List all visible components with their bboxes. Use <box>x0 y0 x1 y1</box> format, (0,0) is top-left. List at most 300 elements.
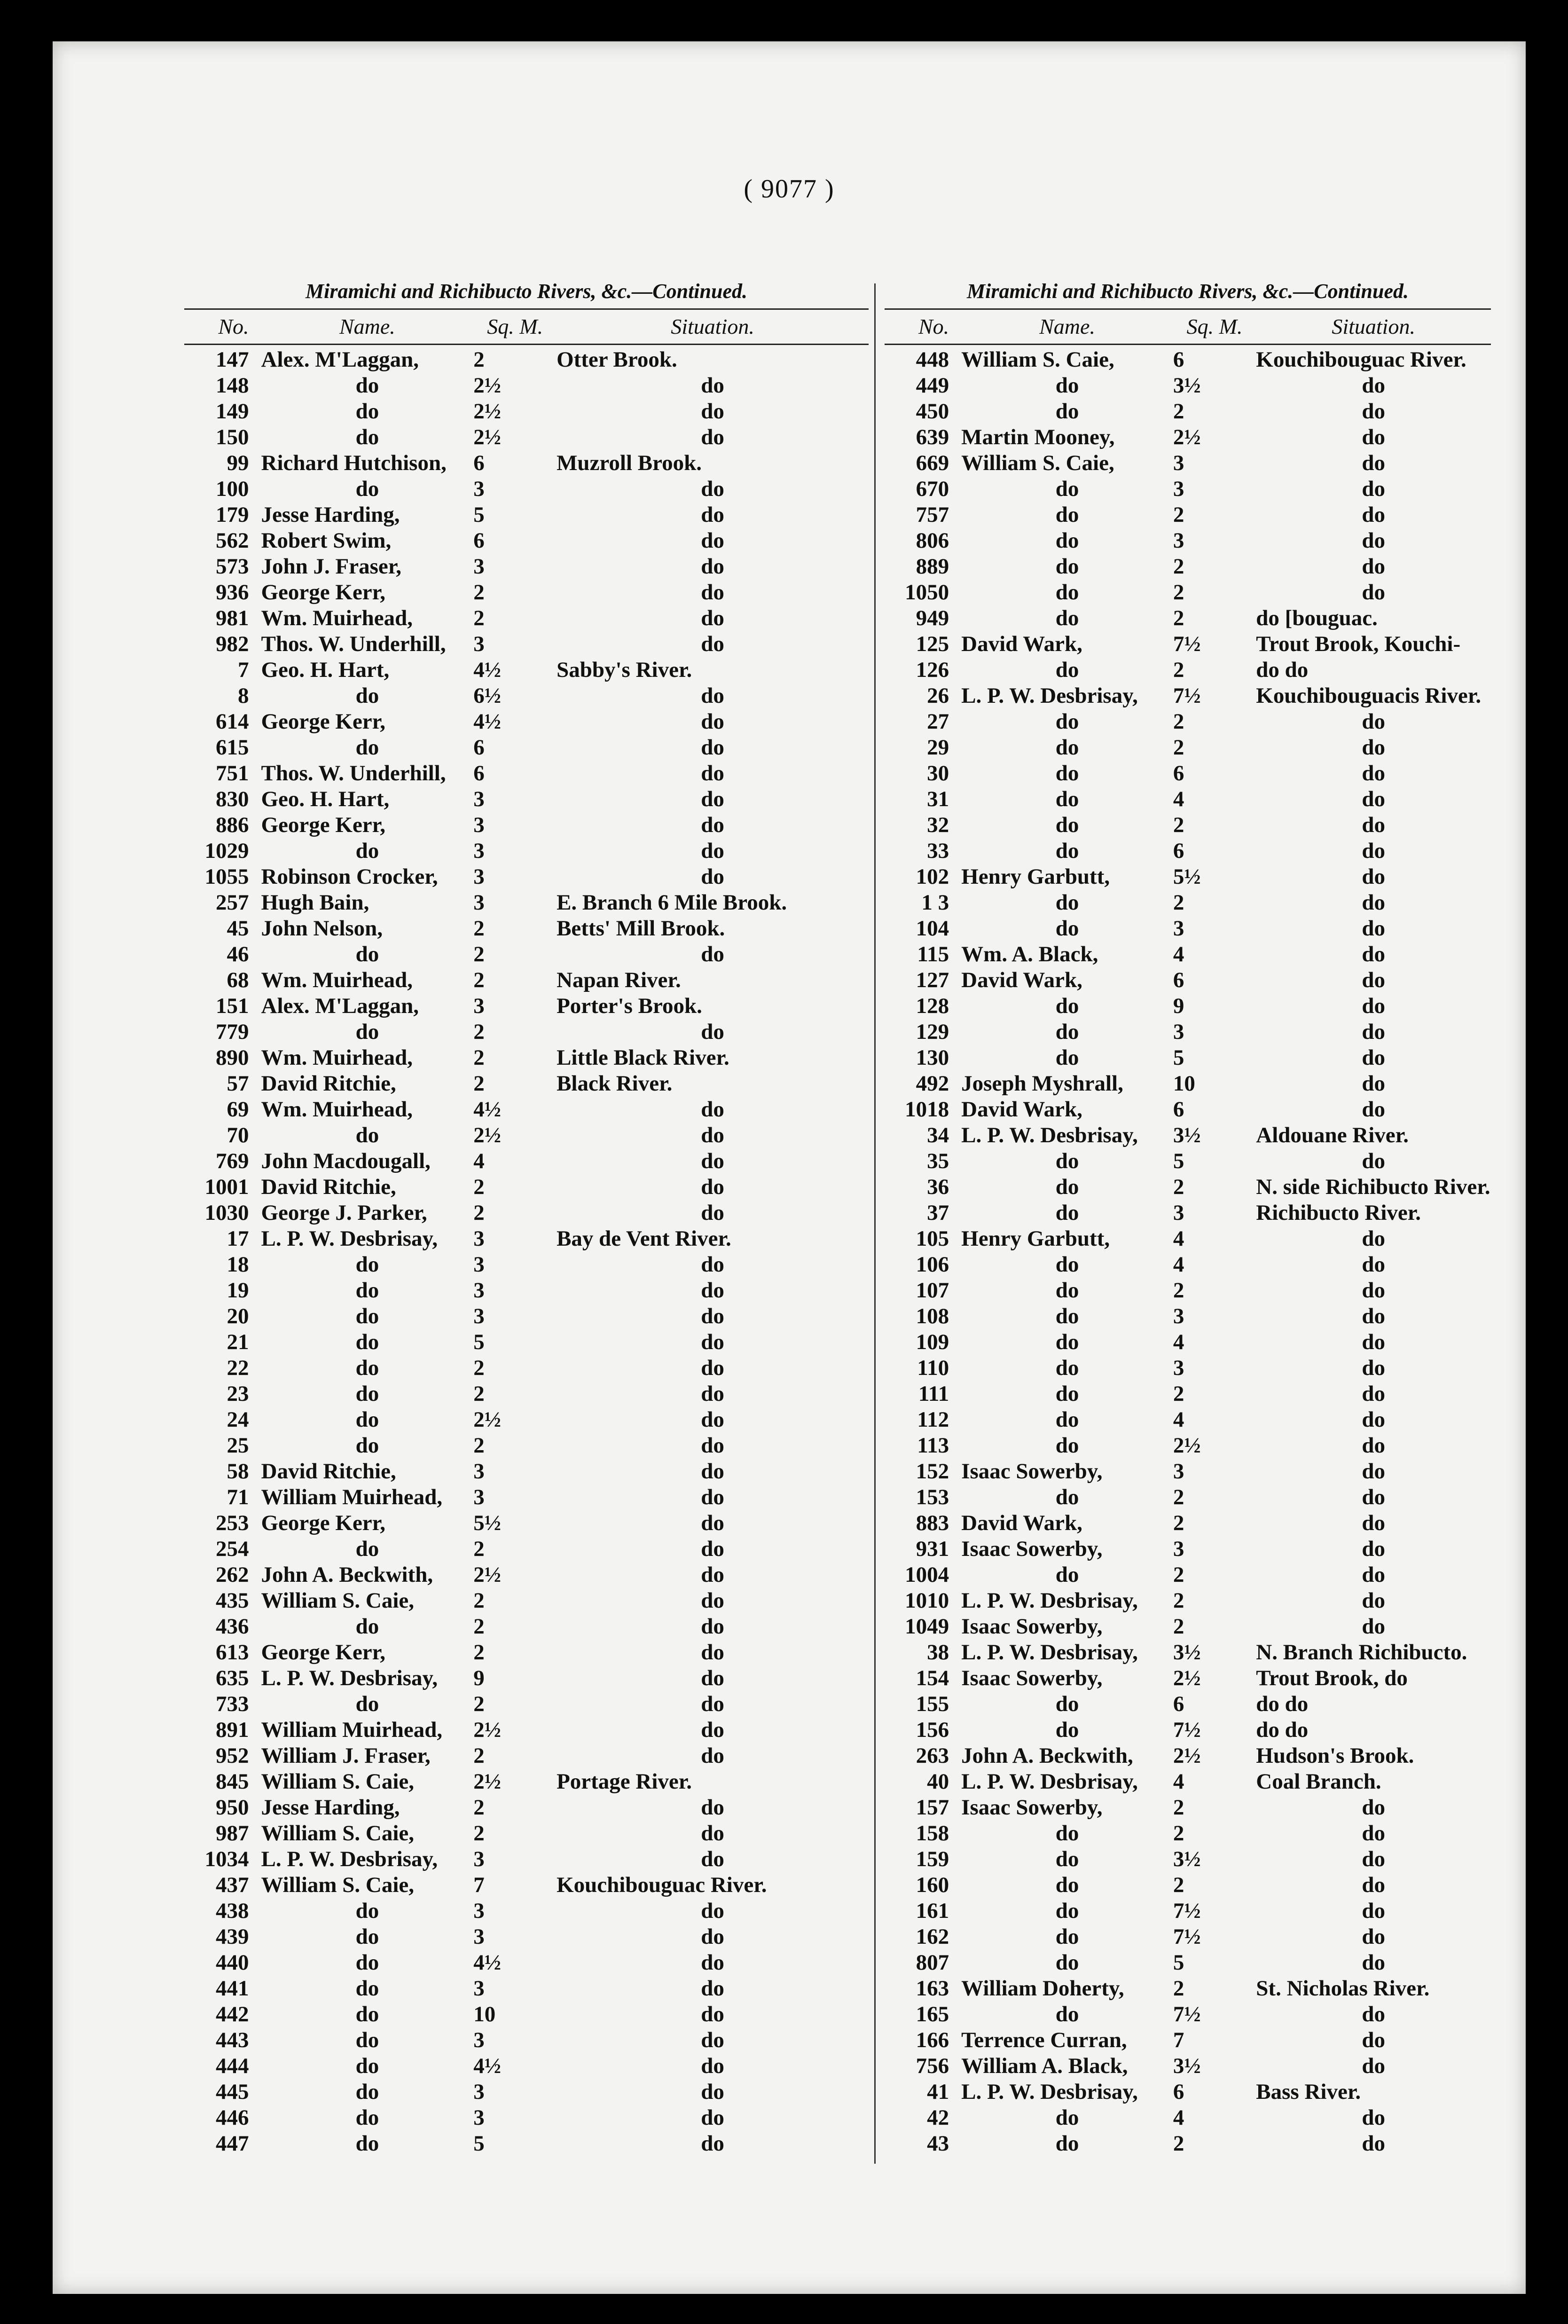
row-number: 263 <box>916 1743 949 1768</box>
table-row <box>885 502 1491 528</box>
row-situation: do <box>1362 502 1385 527</box>
row-name: do <box>355 1924 379 1949</box>
row-sq-m: 2 <box>1173 1873 1184 1897</box>
row-number: 38 <box>927 1640 949 1664</box>
row-sq-m: 2 <box>473 1537 485 1561</box>
row-name: do <box>355 683 379 708</box>
row-number: 254 <box>216 1537 249 1561</box>
table-row <box>184 476 869 502</box>
row-situation: do <box>1362 813 1385 837</box>
table-row <box>184 1640 869 1665</box>
row-number: 17 <box>227 1226 249 1251</box>
row-name: John A. Beckwith, <box>961 1743 1133 1768</box>
row-sq-m: 3 <box>1173 916 1184 941</box>
table-row <box>885 1795 1491 1821</box>
table-row <box>184 1717 869 1743</box>
left-column <box>184 276 869 2157</box>
row-situation: do <box>1362 1226 1385 1251</box>
row-sq-m: 3½ <box>1173 1847 1201 1871</box>
table-row <box>885 1950 1491 1976</box>
row-number: 253 <box>216 1511 249 1535</box>
row-name: George Kerr, <box>261 813 385 837</box>
row-situation: do <box>1362 1511 1385 1535</box>
row-sq-m: 3 <box>473 1304 485 1328</box>
row-number: 29 <box>927 735 949 760</box>
row-sq-m: 2 <box>473 968 485 992</box>
row-name: David Wark, <box>961 632 1082 656</box>
row-sq-m: 2 <box>473 942 485 966</box>
table-row <box>885 1821 1491 1846</box>
row-name: Geo. H. Hart, <box>261 787 390 811</box>
row-name: Alex. M'Laggan, <box>261 994 419 1018</box>
table-row <box>885 1846 1491 1872</box>
row-name: do <box>355 1278 379 1303</box>
row-situation: Kouchibouguacis River. <box>1256 683 1482 708</box>
row-situation: Aldouane River. <box>1256 1123 1409 1147</box>
row-situation: do <box>1362 425 1385 449</box>
row-sq-m: 2 <box>473 1356 485 1380</box>
row-sq-m: 4 <box>1173 942 1184 966</box>
row-number: 151 <box>216 994 249 1018</box>
row-number: 573 <box>216 554 249 579</box>
table-row <box>184 1614 869 1640</box>
table-row <box>184 1148 869 1174</box>
row-number: 20 <box>227 1304 249 1328</box>
row-name: William S. Caie, <box>261 1821 415 1845</box>
table-row <box>184 890 869 916</box>
row-number: 68 <box>227 968 249 992</box>
row-name: Alex. M'Laggan, <box>261 347 419 372</box>
table-row <box>184 1252 869 1278</box>
table-row <box>184 502 869 528</box>
row-situation: do <box>701 1123 724 1147</box>
row-number: 639 <box>916 425 949 449</box>
row-name: L. P. W. Desbrisay, <box>261 1847 438 1871</box>
row-situation: do <box>701 813 724 837</box>
row-number: 109 <box>916 1330 949 1354</box>
row-sq-m: 2 <box>473 580 485 605</box>
table-row <box>885 476 1491 502</box>
row-sq-m: 6 <box>1173 2080 1184 2104</box>
row-number: 125 <box>916 632 949 656</box>
row-sq-m: 2 <box>473 1588 485 1613</box>
row-sq-m: 2 <box>1173 709 1184 734</box>
row-number: 931 <box>916 1537 949 1561</box>
row-sq-m: 2 <box>473 347 485 372</box>
row-number: 27 <box>927 709 949 734</box>
row-sq-m: 3 <box>473 1924 485 1949</box>
row-situation: do <box>701 399 724 424</box>
row-number: 162 <box>916 1924 949 1949</box>
table-row <box>885 1226 1491 1252</box>
row-sq-m: 2 <box>473 1071 485 1096</box>
table-row <box>184 786 869 812</box>
row-sq-m: 3 <box>473 632 485 656</box>
table-row <box>885 1433 1491 1459</box>
row-name: do <box>355 2002 379 2026</box>
row-situation: do <box>1362 1899 1385 1923</box>
row-situation: do <box>701 2131 724 2156</box>
row-name: George Kerr, <box>261 1640 385 1664</box>
row-number: 26 <box>927 683 949 708</box>
right-column-heading: Miramichi and Richibucto Rivers, &c.—Continued. <box>966 280 1409 303</box>
table-row <box>184 657 869 683</box>
table-row <box>184 554 869 580</box>
table-row <box>184 2053 869 2079</box>
row-situation: do <box>1362 1821 1385 1845</box>
row-situation: do <box>1362 2105 1385 2130</box>
row-number: 69 <box>227 1097 249 1122</box>
table-row <box>885 1459 1491 1484</box>
row-sq-m: 3 <box>473 1459 485 1484</box>
row-number: 635 <box>216 1666 249 1690</box>
row-sq-m: 2 <box>1173 1795 1184 1820</box>
row-situation: do <box>701 2054 724 2078</box>
table-row <box>885 1071 1491 1097</box>
row-number: 106 <box>916 1252 949 1277</box>
row-situation: do <box>1362 399 1385 424</box>
table-row <box>184 1459 869 1484</box>
row-sq-m: 3 <box>473 787 485 811</box>
table-row <box>184 1329 869 1355</box>
row-sq-m: 2½ <box>1173 1666 1201 1690</box>
row-name: Isaac Sowerby, <box>961 1795 1103 1820</box>
row-name: do <box>355 2105 379 2130</box>
heading-rule <box>184 308 869 310</box>
row-situation: do <box>701 1640 724 1664</box>
row-sq-m: 2 <box>1173 1382 1184 1406</box>
row-name: Isaac Sowerby, <box>961 1614 1103 1639</box>
row-situation: Black River. <box>557 1071 673 1096</box>
row-name: do <box>355 1433 379 1458</box>
row-situation: do <box>1362 839 1385 863</box>
header-sq-m: Sq. M. <box>487 314 543 338</box>
row-number: 147 <box>216 347 249 372</box>
row-sq-m: 2 <box>1173 1976 1184 2001</box>
row-name: do <box>1055 1407 1079 1432</box>
row-situation: do <box>701 1356 724 1380</box>
table-row <box>885 1743 1491 1769</box>
row-sq-m: 2 <box>1173 735 1184 760</box>
row-sq-m: 2 <box>473 606 485 630</box>
row-number: 950 <box>216 1795 249 1820</box>
row-number: 111 <box>918 1382 949 1406</box>
row-situation: do <box>701 683 724 708</box>
row-sq-m: 9 <box>473 1666 485 1690</box>
row-sq-m: 2 <box>1173 1485 1184 1509</box>
row-sq-m: 4½ <box>473 658 502 682</box>
row-number: 437 <box>216 1873 249 1897</box>
row-situation: do <box>701 735 724 760</box>
row-situation: Kouchibouguac River. <box>557 1873 767 1897</box>
row-name: do <box>1055 839 1079 863</box>
row-number: 952 <box>216 1743 249 1768</box>
row-situation: do <box>701 1020 724 1044</box>
row-number: 163 <box>916 1976 949 2001</box>
row-name: L. P. W. Desbrisay, <box>961 2080 1138 2104</box>
row-name: do <box>355 1976 379 2001</box>
row-situation: do <box>701 632 724 656</box>
row-situation: do <box>1362 1562 1385 1587</box>
row-sq-m: 6 <box>1173 839 1184 863</box>
row-name: do <box>1055 709 1079 734</box>
row-number: 18 <box>227 1252 249 1277</box>
row-name: John J. Fraser, <box>261 554 402 579</box>
row-situation: Bass River. <box>1256 2080 1361 2104</box>
row-number: 113 <box>917 1433 949 1458</box>
table-row <box>885 554 1491 580</box>
left-column-heading: Miramichi and Richibucto Rivers, &c.—Continued. <box>305 280 747 303</box>
row-sq-m: 5½ <box>1173 864 1201 889</box>
row-name: Martin Mooney, <box>961 425 1115 449</box>
row-sq-m: 4 <box>1173 1330 1184 1354</box>
row-name: Isaac Sowerby, <box>961 1666 1103 1690</box>
row-number: 439 <box>216 1924 249 1949</box>
row-name: L. P. W. Desbrisay, <box>261 1666 438 1690</box>
header-name: Name. <box>339 314 395 338</box>
row-situation: do <box>1362 864 1385 889</box>
row-name: do <box>1055 606 1079 630</box>
table-row <box>885 1924 1491 1950</box>
row-number: 987 <box>216 1821 249 1845</box>
row-sq-m: 3 <box>473 1485 485 1509</box>
table-row <box>885 1200 1491 1226</box>
row-situation: do <box>701 942 724 966</box>
row-name: do <box>1055 528 1079 553</box>
row-sq-m: 3 <box>473 1976 485 2001</box>
row-situation: do <box>1362 1278 1385 1303</box>
row-name: do <box>355 373 379 398</box>
row-name: do <box>1055 658 1079 682</box>
row-number: 46 <box>227 942 249 966</box>
right-table-body <box>885 347 1491 2157</box>
row-situation: do <box>1362 528 1385 553</box>
row-situation: do <box>701 1330 724 1354</box>
row-sq-m: 2 <box>1173 1562 1184 1587</box>
table-row <box>184 399 869 424</box>
row-number: 756 <box>916 2054 949 2078</box>
row-number: 886 <box>216 813 249 837</box>
row-number: 21 <box>227 1330 249 1354</box>
row-situation: do <box>1362 2002 1385 2026</box>
row-sq-m: 7½ <box>1173 2002 1201 2026</box>
row-name: Joseph Myshrall, <box>961 1071 1123 1096</box>
row-situation: do <box>1362 1847 1385 1871</box>
row-sq-m: 2 <box>1173 502 1184 527</box>
row-sq-m: 6 <box>473 761 485 785</box>
table-row <box>184 528 869 554</box>
row-name: do <box>1055 1175 1079 1199</box>
row-name: Isaac Sowerby, <box>961 1459 1103 1484</box>
row-situation: St. Nicholas River. <box>1256 1976 1430 2001</box>
row-situation: do <box>1362 2028 1385 2052</box>
row-name: do <box>355 1304 379 1328</box>
row-name: Thos. W. Underhill, <box>261 761 446 785</box>
row-name: do <box>355 2028 379 2052</box>
row-number: 669 <box>916 451 949 475</box>
row-sq-m: 2½ <box>1173 1743 1201 1768</box>
row-number: 806 <box>916 528 949 553</box>
row-number: 440 <box>216 1950 249 1975</box>
row-situation: do <box>1362 1795 1385 1820</box>
row-name: William Muirhead, <box>261 1718 443 1742</box>
row-situation: Trout Brook, do <box>1256 1666 1408 1690</box>
table-row <box>885 838 1491 864</box>
row-situation: do <box>701 606 724 630</box>
row-number: 161 <box>916 1899 949 1923</box>
row-number: 891 <box>216 1718 249 1742</box>
row-situation: N. side Richibucto River. <box>1256 1175 1490 1199</box>
row-situation: do <box>701 425 724 449</box>
row-number: 130 <box>916 1045 949 1070</box>
row-sq-m: 6 <box>1173 347 1184 372</box>
row-sq-m: 3 <box>473 864 485 889</box>
table-row <box>184 1407 869 1433</box>
row-number: 36 <box>927 1175 949 1199</box>
row-sq-m: 7½ <box>1173 1718 1201 1742</box>
table-row <box>885 1123 1491 1148</box>
row-name: do <box>1055 994 1079 1018</box>
row-number: 100 <box>216 477 249 501</box>
row-number: 105 <box>916 1226 949 1251</box>
row-number: 153 <box>916 1485 949 1509</box>
table-row <box>184 1019 869 1045</box>
row-sq-m: 5 <box>473 502 485 527</box>
table-row <box>184 1665 869 1691</box>
row-number: 670 <box>916 477 949 501</box>
row-name: Wm. A. Black, <box>961 942 1098 966</box>
row-sq-m: 2½ <box>473 1123 502 1147</box>
row-name: George Kerr, <box>261 1511 385 1535</box>
row-name: do <box>1055 502 1079 527</box>
row-number: 30 <box>927 761 949 785</box>
row-situation: do <box>701 1459 724 1484</box>
table-row <box>885 709 1491 735</box>
row-number: 751 <box>216 761 249 785</box>
row-sq-m: 5 <box>473 2131 485 2156</box>
row-situation: do <box>1362 787 1385 811</box>
row-situation: do <box>1362 1924 1385 1949</box>
row-name: do <box>355 477 379 501</box>
row-number: 148 <box>216 373 249 398</box>
table-row <box>885 1252 1491 1278</box>
table-row <box>885 942 1491 967</box>
row-name: David Ritchie, <box>261 1459 396 1484</box>
table-row <box>885 1381 1491 1407</box>
row-number: 1029 <box>204 839 249 863</box>
row-sq-m: 7½ <box>1173 1924 1201 1949</box>
row-sq-m: 7½ <box>1173 632 1201 656</box>
row-name: L. P. W. Desbrisay, <box>961 683 1138 708</box>
row-situation: do <box>701 761 724 785</box>
row-name: do <box>355 1899 379 1923</box>
row-sq-m: 3 <box>1173 1304 1184 1328</box>
table-row <box>885 1407 1491 1433</box>
row-situation: do <box>1362 1045 1385 1070</box>
row-name: do <box>355 1407 379 1432</box>
row-name: do <box>355 1330 379 1354</box>
row-number: 262 <box>216 1562 249 1587</box>
table-row <box>885 2027 1491 2053</box>
table-row <box>184 967 869 993</box>
row-situation: do <box>1362 451 1385 475</box>
row-situation: Bay de Vent River. <box>557 1226 731 1251</box>
row-situation: do <box>701 787 724 811</box>
row-sq-m: 5 <box>473 1330 485 1354</box>
row-number: 22 <box>227 1356 249 1380</box>
table-row <box>184 1071 869 1097</box>
row-number: 889 <box>916 554 949 579</box>
row-sq-m: 4 <box>1173 2105 1184 2130</box>
row-name: do <box>1055 1847 1079 1871</box>
row-name: do <box>355 2131 379 2156</box>
row-name: do <box>1055 1045 1079 1070</box>
row-name: L. P. W. Desbrisay, <box>261 1226 438 1251</box>
row-number: 129 <box>916 1020 949 1044</box>
header-no: No. <box>218 314 249 338</box>
row-name: do <box>355 2080 379 2104</box>
row-number: 443 <box>216 2028 249 2052</box>
row-situation: N. Branch Richibucto. <box>1256 1640 1467 1664</box>
row-number: 845 <box>216 1769 249 1794</box>
row-situation: do <box>1362 761 1385 785</box>
row-name: do <box>1055 1899 1079 1923</box>
row-name: do <box>1055 1924 1079 1949</box>
row-name: do <box>355 1537 379 1561</box>
table-row <box>184 1924 869 1950</box>
row-number: 107 <box>916 1278 949 1303</box>
row-number: 158 <box>916 1821 949 1845</box>
row-situation: Trout Brook, Kouchi- <box>1256 632 1461 656</box>
row-name: L. P. W. Desbrisay, <box>961 1588 1138 1613</box>
row-number: 150 <box>216 425 249 449</box>
row-sq-m: 2 <box>1173 606 1184 630</box>
table-row <box>184 631 869 657</box>
row-situation: do <box>1362 1149 1385 1173</box>
row-situation: do <box>1362 1459 1385 1484</box>
row-sq-m: 5½ <box>473 1511 502 1535</box>
row-number: 436 <box>216 1614 249 1639</box>
row-name: do <box>355 425 379 449</box>
row-name: do <box>355 1123 379 1147</box>
row-situation: do <box>701 2105 724 2130</box>
row-situation: do <box>1362 1382 1385 1406</box>
row-situation: do <box>701 1847 724 1871</box>
row-sq-m: 9 <box>1173 994 1184 1018</box>
table-row <box>885 2131 1491 2157</box>
row-sq-m: 3 <box>473 554 485 579</box>
row-sq-m: 3 <box>473 1278 485 1303</box>
table-row <box>885 812 1491 838</box>
row-situation: do <box>1362 890 1385 915</box>
row-sq-m: 3 <box>1173 528 1184 553</box>
table-row <box>184 347 869 373</box>
table-row <box>184 1174 869 1200</box>
table-row <box>184 1536 869 1562</box>
row-name: do <box>1055 1356 1079 1380</box>
row-situation: do do <box>1256 658 1309 682</box>
row-situation: do <box>701 502 724 527</box>
row-name: do <box>1055 890 1079 915</box>
table-row <box>885 1510 1491 1536</box>
row-number: 31 <box>927 787 949 811</box>
table-row <box>885 967 1491 993</box>
table-row <box>184 1743 869 1769</box>
row-number: 257 <box>216 890 249 915</box>
row-sq-m: 2 <box>473 1743 485 1768</box>
row-situation: do <box>1362 735 1385 760</box>
row-sq-m: 3 <box>1173 1020 1184 1044</box>
